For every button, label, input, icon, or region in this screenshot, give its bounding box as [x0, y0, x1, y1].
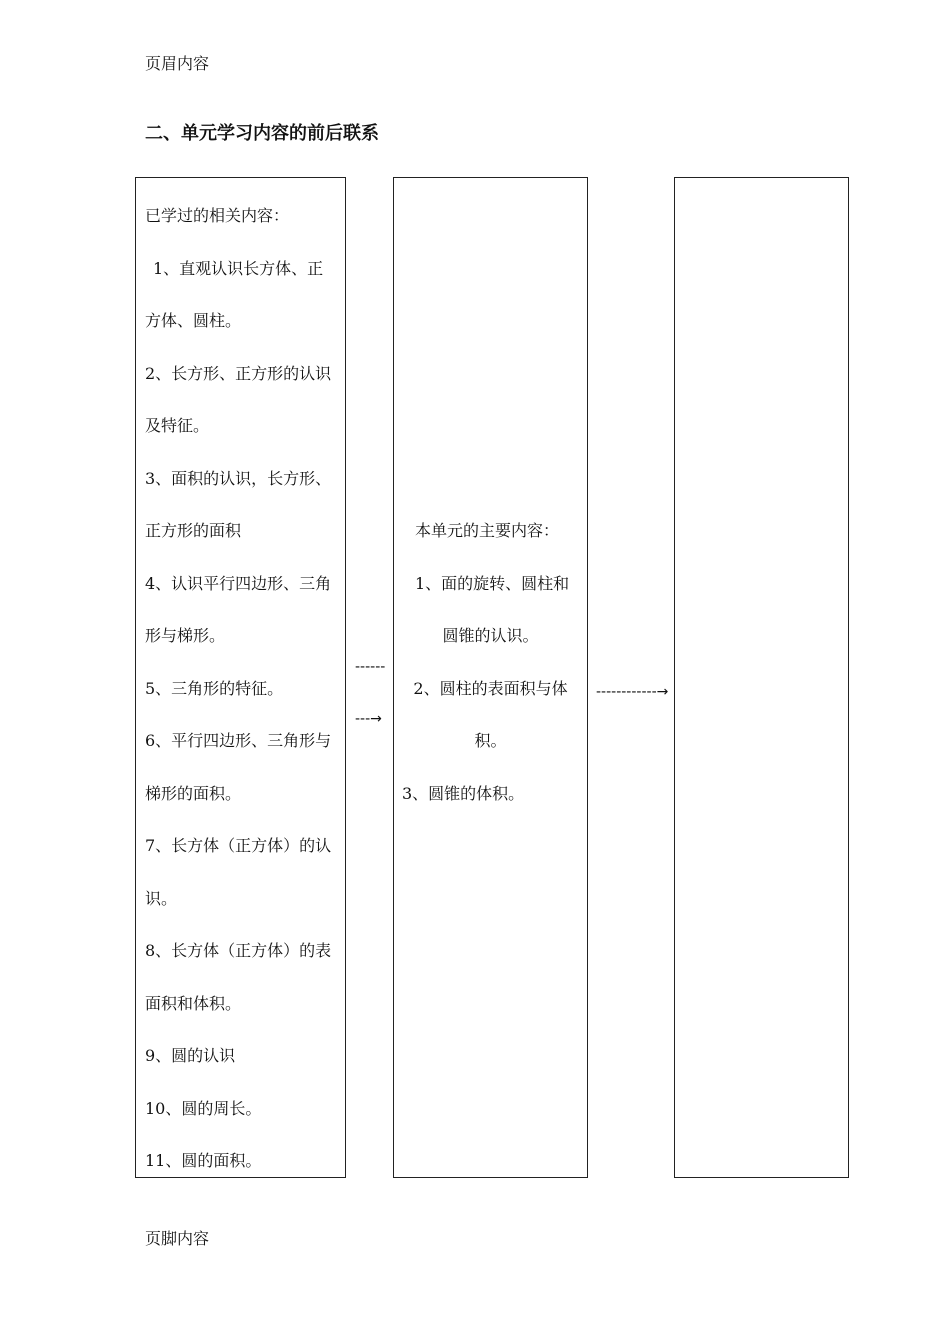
arrow-connector: ------------→	[596, 684, 669, 700]
arrow-connector-top: ------	[355, 659, 386, 675]
list-item: 识。	[145, 888, 178, 908]
current-content-list	[394, 505, 587, 820]
list-item: 形与梯形。	[145, 626, 226, 645]
list-item: 2、圆柱的表面积与体	[413, 678, 568, 698]
list-item: 方体、圆柱。	[145, 311, 242, 330]
list-item: 10、圆的周长。	[145, 1098, 262, 1118]
page-header: 页眉内容	[145, 54, 210, 73]
list-item: 积。	[474, 731, 507, 750]
list-item: 11、圆的面积。	[145, 1151, 262, 1170]
future-content-box	[674, 177, 849, 1178]
previous-content-title: 已学过的相关内容：	[145, 206, 290, 225]
list-item: 8、长方体（正方体）的表	[145, 941, 332, 960]
current-content-title: 本单元的主要内容：	[415, 521, 560, 540]
list-item: 1、面的旋转、圆柱和	[415, 573, 570, 593]
section-title: 二、单元学习内容的前后联系	[145, 123, 379, 144]
list-item: 面积和体积。	[145, 993, 242, 1013]
current-content-box	[393, 177, 588, 1178]
previous-content-box	[135, 177, 346, 1178]
list-item: 梯形的面积。	[145, 783, 242, 803]
list-item: 6、平行四边形、三角形与	[145, 731, 332, 750]
list-item: 3、圆锥的体积。	[402, 783, 525, 803]
list-item: 2、长方形、正方形的认识	[145, 363, 332, 383]
list-item: 正方形的面积	[145, 521, 242, 540]
list-item: 1、直观认识长方体、正	[153, 258, 324, 278]
list-item: 及特征。	[145, 416, 210, 435]
list-item: 3、面积的认识，长方形、	[145, 468, 332, 488]
list-item: 9、圆的认识	[145, 1046, 236, 1065]
arrow-connector-bottom: ---→	[355, 711, 382, 727]
previous-content-list	[145, 190, 341, 1188]
list-item: 7、长方体（正方体）的认	[145, 836, 332, 855]
list-item: 4、认识平行四边形、三角	[145, 573, 332, 593]
list-item: 5、三角形的特征。	[145, 678, 284, 698]
list-item: 圆锥的认识。	[442, 626, 539, 645]
page-footer: 页脚内容	[145, 1229, 210, 1248]
